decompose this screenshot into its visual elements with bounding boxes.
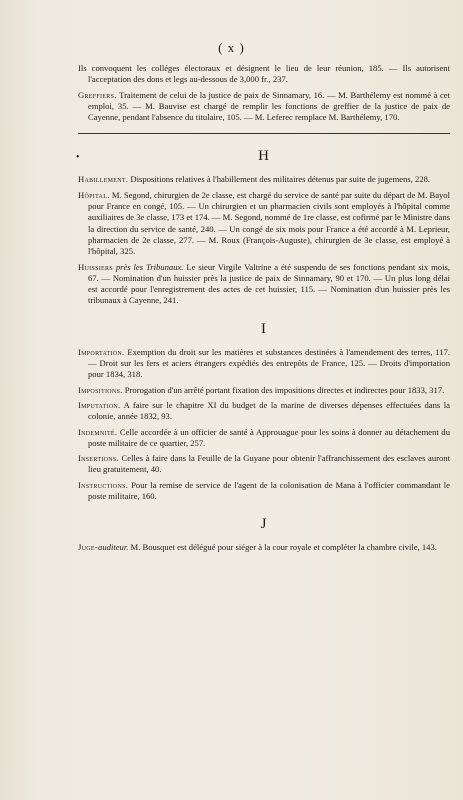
entry-italic: près les Tribunaux.	[112, 261, 184, 272]
entry-text: Exemption du droit sur les matières et substances destinées à l'amendement des terres, 117. — Droit sur les fers et aciers étrangers expédiés des entrepôts de France, 125. — Droits d'importation pour 1834, 318.	[88, 346, 450, 380]
entry-text: Traitement de celui de la justice de paix de Sinnamary, 16. — M. Barthélemy est nommé à cet emploi, 35. — M. Bauvise est chargé de remplir les fonctions de greffier de la justice de paix de Cayenne, pendant l'absence du titulaire, 105. — M. Leferec remplace M. Barthélemy, 170.	[88, 89, 450, 123]
section-heading-h: • H	[76, 148, 270, 165]
entry-keyword: Instructions.	[78, 479, 129, 490]
index-entry-juge-auditeur	[78, 542, 450, 553]
page-number: ( x )	[218, 40, 245, 55]
index-entry-impositions	[78, 385, 450, 396]
divider	[78, 133, 450, 134]
entry-text: M. Segond, chirurgien de 2e classe, est chargé du service de santé par suite du départ de M. Bayol pour France en congé, 105. — Un chirurgien et un pharmacien civils sont employés à l'hôpital comme auxiliaires de 3e classe, 173 et 174. — M. Segond, nommé de 1re classe, est cofirmé par le Ministre dans la direction du service de santé, 240. — Un congé de six mois pour France a été accordé à M. Leprieur, pharmacien de 2e classe, 277. — M. Roux (François-Auguste), chirurgien de 3e classe, est employé à l'hôpital, 325.	[88, 189, 450, 257]
entry-text: Dispositions relatives à l'habillement des militaires détenus par suite de jugemens, 228.	[128, 174, 431, 185]
entry-keyword: Importation.	[78, 346, 125, 357]
index-entry-huissiers	[78, 262, 450, 307]
entry-keyword: Huissiers	[78, 261, 113, 272]
entry-text: Celle accordée à un officier de santé à Approuague pour les soins à donner au détachement du poste militaire de ce quartier, 257.	[88, 426, 450, 448]
entry-keyword: Impositions.	[78, 384, 123, 395]
index-entry-indemnite	[78, 427, 450, 450]
index-entry-insertions	[78, 453, 450, 476]
entry-keyword: Insertions.	[78, 453, 119, 464]
entry-italic: auditeur.	[98, 542, 129, 553]
entry-keyword: Hôpital.	[78, 189, 110, 200]
index-entry-hopital	[78, 190, 450, 258]
entry-keyword: Indemnité.	[78, 426, 118, 437]
index-entry-importation	[78, 347, 450, 381]
entry-text: A faire sur le chapitre XI du budget de la marine de diverses dépenses effectuées dans la colonie, année 1832, 93.	[88, 399, 450, 422]
index-entry-greffiers	[78, 90, 450, 124]
entry-text: Celles à faire dans la Feuille de la Guyane pour obtenir l'affranchissement des esclaves auront lieu gratuitement, 40.	[88, 453, 450, 475]
entry-text: Le sieur Virgile Valtrine a été suspendu de ses fonctions pendant six mois, 67. — Nomination d'un huissier près la justice de paix de Sinnamary, 90 et 170. — Un plus long délai est accordé pour l'enregistrement des actes de cet huissier, 115. — Nomination d'un huissier près les tribunaux à Cayenne, 241.	[88, 261, 450, 306]
entry-text: Pour la remise de service de l'agent de la colonisation de Mana à l'officier commandant le poste militaire, 160.	[88, 479, 450, 502]
continuation-entry	[78, 63, 450, 86]
entry-keyword: Habillement.	[78, 174, 129, 185]
section-heading-j: J	[260, 516, 268, 533]
section-heading-i: I	[261, 320, 267, 337]
entry-keyword: Juge-	[78, 542, 99, 553]
entry-text: M. Bousquet est délégué pour siéger à la cour royale et compléter la chambre civile, 143.	[128, 542, 437, 553]
ink-dot: •	[76, 152, 81, 164]
index-content	[78, 63, 450, 558]
entry-keyword: Greffiers.	[78, 89, 117, 100]
entry-text: Ils convoquent les colléges électoraux et désignent le lieu de leur réunion, 185. — Ils autorisent l'acceptation des dons et legs au-dessous de 3,000 fr., 237.	[78, 63, 450, 85]
index-entry-habillement	[78, 174, 450, 185]
index-entry-instructions	[78, 480, 450, 503]
entry-keyword: Imputation.	[78, 399, 121, 410]
index-entry-imputation	[78, 400, 450, 423]
entry-text: Prorogation d'un arrêté portant fixation des impositions directes et indirectes pour 1833, 317.	[122, 384, 445, 395]
